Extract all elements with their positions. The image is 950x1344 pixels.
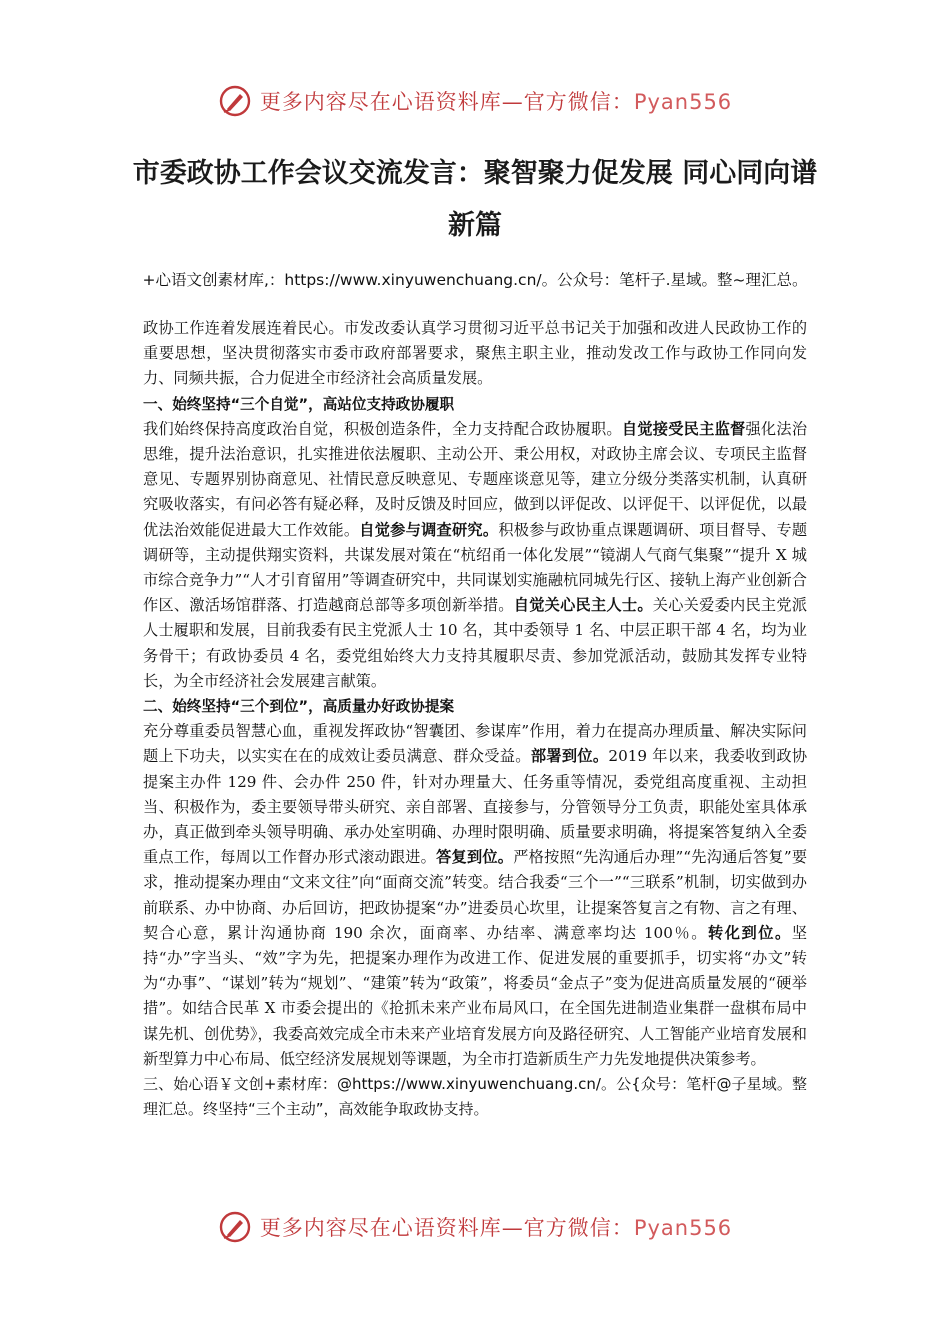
banner-text: 更多内容尽在心语资料库—官方微信：Pyan556 xyxy=(259,1216,733,1240)
section-1-paragraph: 我们始终保持高度政治自觉，积极创造条件，全力支持配合政协履职。自觉接受民主监督强化法治思维，提升法治意识，扎实推进依法履职、主动公开、秉公用权，对政协主席会议、专项民主监督意见、专题界别协商意见、社情民意反映意见、专题座谈意见等，建立分级分类落实机制，认真研究吸收落实，有问必答有疑必释，及时反馈及时回应，做到以评促改、以评促干、以评促优，以最优法治效能促进最大工作效能。自觉参与调查研究。积极参与政协重点课题调研、项目督导、专题调研等，主动提供翔实资料，共谋发展对策在“杭绍甬一体化发展”“镜湖人气商气集聚”“提升 X 城市综合竞争力”“人才引育留用”等调查研究中，共同谋划实施融杭同城先行区、接轨上海产业创新合作区、激活场馆群落、打造越商总部等多项创新举措。自觉关心民主人士。关心关爱委内民主党派人士履职和发展，目前我委有民主党派人士 10 名，其中委领导 1 名、中层正职干部 4 名，均为业务骨干；有政协委员 4 名，委党组始终大力支持其履职尽责、参加党派活动，鼓励其发挥专业特长，为全市经济社会发展建言献策。 xyxy=(143,419,808,690)
banner-wechat-id: Pyan556 xyxy=(633,1216,733,1240)
pen-circle-logo-icon xyxy=(218,1210,252,1244)
banner-text: 更多内容尽在心语资料库—官方微信：Pyan556 xyxy=(259,90,733,114)
section-2-heading: 二、始终坚持“三个到位”，高质量办好政协提案 xyxy=(143,698,455,716)
bottom-watermark-banner xyxy=(0,1210,950,1244)
top-watermark-banner xyxy=(0,84,950,118)
banner-wechat-id: Pyan556 xyxy=(633,90,733,114)
section-2-paragraph: 充分尊重委员智慧心血，重视发挥政协“智囊团、参谋库”作用，着力在提高办理质量、解决实际问题上下功夫，以实实在在的成效让委员满意、群众受益。部署到位。2019 年以来，我委收到政协提案主办件 129 件、会办件 250 件，针对办理量大、任务重等情况，委党组高度重视、主动担当、积极作为，委主要领导带头研究、亲自部署、直接参与，分管领导分工负责，职能处室具体承办，真正做到牵头领导明确、承办处室明确、办理时限明确、质量要求明确，将提案答复纳入全委重点工作，每周以工作督办形式滚动跟进。答复到位。严格按照“先沟通后办理”“先沟通后答复”要求，推动提案办理由“文来文往”向“面商交流”转变。结合我委“三个一”“三联系”机制，切实做到办前联系、办中协商、办后回访，把政协提案“办”进委员心坎里，让提案答复言之有物、言之有理、契合心意，累计沟通协商 190 余次，面商率、办结率、满意率均达 100％。转化到位。坚持“办”字当头、“效”字为先，把提案办理作为改进工作、促进发展的重要抓手，切实将“办文”转为“办事”、“谋划”转为“规划”、“建策”转为“政策”，将委员“金点子”变为促进高质量发展的“硬举措”。如结合民革 X 市委会提出的《抢抓未来产业布局风口，在全国先进制造业集群一盘棋布局中谋先机、创优势》，我委高效完成全市未来产业培育发展方向及路径研究、人工智能产业培育发展和新型算力中心布局、低空经济发展规划等课题，为全市打造新质生产力先发地提供决策参考。 xyxy=(143,722,808,1068)
pen-circle-logo-icon xyxy=(218,84,252,118)
document-title: 市委政协工作会议交流发言：聚智聚力促发展 同心同向谱新篇 xyxy=(132,158,818,241)
intro-paragraph: 政协工作连着发展连着民心。市发改委认真学习贯彻习近平总书记关于加强和改进人民政协工作的重要思想，坚决贯彻落实市委市政府部署要求，聚焦主职主业，推动发改工作与政协工作同向发力、同频共振，合力促进全市经济社会高质量发展。 xyxy=(143,319,807,388)
document-body xyxy=(143,316,807,1123)
section-1-heading: 一、始终坚持“三个自觉”，高站位支持政协履职 xyxy=(143,395,455,413)
source-line: +心语文创素材库,：https://www.xinyuwenchuang.cn/。公众号：笔杆子.星域。整~理汇总。 xyxy=(142,271,808,289)
section-3-heading: 三、始心语￥文创+素材库：@https://www.xinyuwenchuang.cn/。公{众号：笔杆@子星域。整理汇总。终坚持“三个主动”，高效能争取政协支持。 xyxy=(143,1075,807,1119)
